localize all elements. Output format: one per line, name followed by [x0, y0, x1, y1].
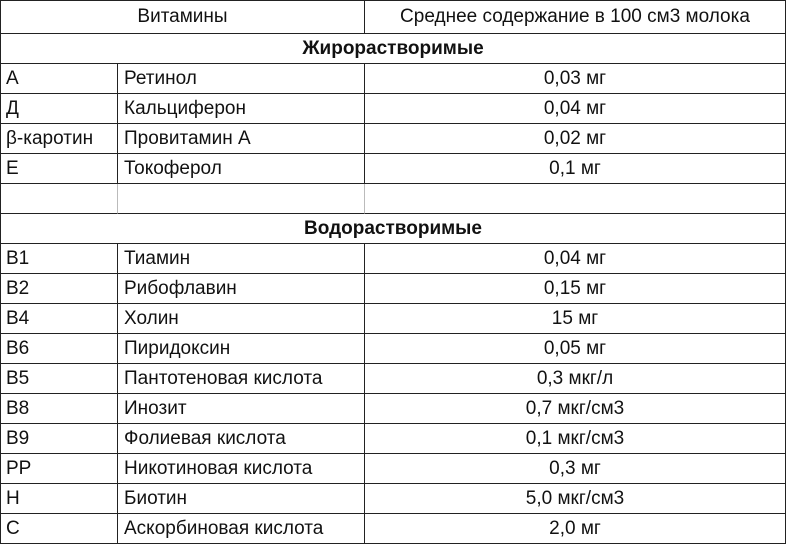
vitamin-name: Инозит [118, 394, 365, 424]
vitamin-amount: 0,1 мг [365, 154, 786, 184]
vitamin-name: Ретинол [118, 64, 365, 94]
vitamin-amount: 0,7 мкг/см3 [365, 394, 786, 424]
vitamin-code: Д [0, 94, 118, 124]
vitamin-amount: 0,04 мг [365, 94, 786, 124]
vitamin-name: Токоферол [118, 154, 365, 184]
empty-cell [0, 184, 118, 214]
vitamin-code: β-каротин [0, 124, 118, 154]
vitamin-code: А [0, 64, 118, 94]
vitamin-amount: 0,02 мг [365, 124, 786, 154]
vitamin-code: В4 [0, 304, 118, 334]
empty-cell [365, 184, 786, 214]
vitamin-name: Биотин [118, 484, 365, 514]
vitamin-name: Кальциферон [118, 94, 365, 124]
vitamin-amount: 15 мг [365, 304, 786, 334]
vitamin-name: Пантотеновая кислота [118, 364, 365, 394]
header-amount: Среднее содержание в 100 см3 молока [365, 0, 786, 34]
vitamin-code: С [0, 514, 118, 544]
vitamin-code: В1 [0, 244, 118, 274]
vitamin-code: Е [0, 154, 118, 184]
vitamin-code: В8 [0, 394, 118, 424]
vitamin-name: Пиридоксин [118, 334, 365, 364]
vitamin-code: РР [0, 454, 118, 484]
vitamin-amount: 0,3 мг [365, 454, 786, 484]
vitamin-amount: 2,0 мг [365, 514, 786, 544]
vitamin-code: Н [0, 484, 118, 514]
vitamin-name: Рибофлавин [118, 274, 365, 304]
empty-cell [118, 184, 365, 214]
vitamin-code: В2 [0, 274, 118, 304]
section-fat-soluble: Жирорастворимые [0, 34, 786, 64]
vitamin-amount: 0,1 мкг/см3 [365, 424, 786, 454]
vitamin-amount: 0,3 мкг/л [365, 364, 786, 394]
header-vitamins: Витамины [0, 0, 365, 34]
vitamin-name: Провитамин А [118, 124, 365, 154]
section-water-soluble: Водорастворимые [0, 214, 786, 244]
vitamin-name: Фолиевая кислота [118, 424, 365, 454]
vitamin-name: Тиамин [118, 244, 365, 274]
vitamin-name: Никотиновая кислота [118, 454, 365, 484]
vitamin-name: Холин [118, 304, 365, 334]
vitamin-amount: 0,03 мг [365, 64, 786, 94]
vitamin-code: В9 [0, 424, 118, 454]
vitamin-amount: 0,04 мг [365, 244, 786, 274]
vitamin-amount: 5,0 мкг/см3 [365, 484, 786, 514]
vitamin-amount: 0,05 мг [365, 334, 786, 364]
vitamin-code: В5 [0, 364, 118, 394]
vitamin-name: Аскорбиновая кислота [118, 514, 365, 544]
vitamin-code: В6 [0, 334, 118, 364]
vitamin-amount: 0,15 мг [365, 274, 786, 304]
